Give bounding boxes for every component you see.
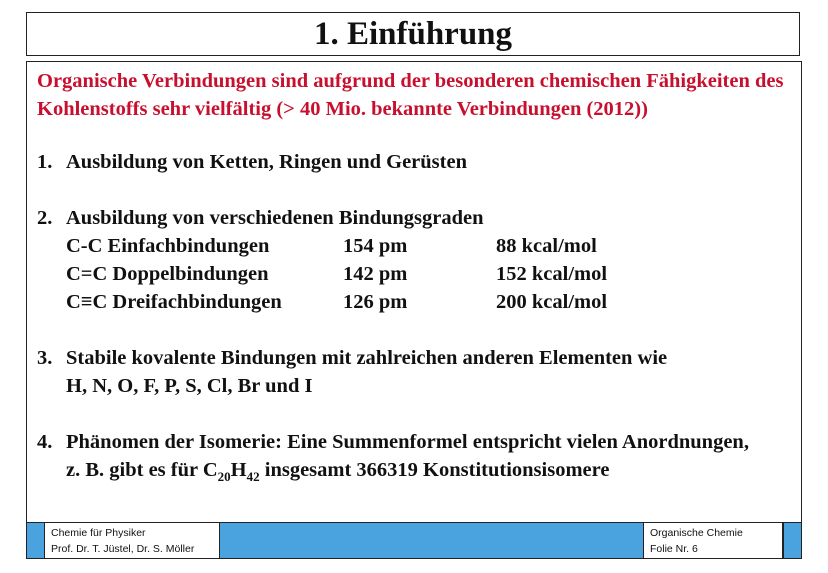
bond-length: 154 pm (343, 235, 408, 257)
element-list: H, N, O, F, P, S, Cl, Br und I (66, 375, 313, 397)
topic: Organische Chemie (650, 527, 743, 539)
footer-slide-info (643, 522, 783, 559)
bond-length: 142 pm (343, 263, 408, 285)
slide-number: Folie Nr. 6 (650, 543, 698, 555)
authors: Prof. Dr. T. Jüstel, Dr. S. Möller (51, 543, 195, 555)
intro-text: Organische Verbindungen sind aufgrund der besonderen chemischen Fähigkeiten des Kohlenstoffs sehr vielfältig (> 40 Mio. bekannte Verbindungen (2012)) (37, 70, 784, 120)
bond-length: 126 pm (343, 291, 408, 313)
item-text: Phänomen der Isomerie: Eine Summenformel entspricht vielen Anordnungen, (66, 431, 749, 453)
bond-name: C-C Einfachbindungen (66, 235, 270, 257)
item-number: 1. (37, 151, 53, 173)
item-number: 2. (37, 207, 53, 229)
content-area (26, 61, 802, 523)
footer-accent-bar (220, 522, 643, 559)
bond-energy: 152 kcal/mol (496, 263, 608, 285)
course-title: Chemie für Physiker (51, 527, 146, 539)
item-number: 3. (37, 347, 53, 369)
item-text: Ausbildung von Ketten, Ringen und Gerüsten (66, 151, 467, 173)
slide-title: 1. Einführung (26, 12, 800, 56)
footer-accent-right (783, 522, 802, 559)
bond-name: C=C Doppelbindungen (66, 263, 269, 285)
footer (26, 522, 802, 559)
item-text: Stabile kovalente Bindungen mit zahlreichen anderen Elementen wie (66, 347, 668, 369)
footer-course-info (45, 522, 220, 559)
item-text: Ausbildung von verschiedenen Bindungsgraden (66, 207, 484, 229)
item-number: 4. (37, 431, 53, 453)
footer-accent-left (26, 522, 45, 559)
isomer-example: z. B. gibt es für $C_{20}H_{42}$ insgesamt 366319 Konstitutionsisomere (66, 459, 610, 484)
bond-energy: 88 kcal/mol (496, 235, 597, 257)
bond-name: C≡C Dreifachbindungen (66, 291, 282, 313)
bond-energy: 200 kcal/mol (496, 291, 608, 313)
